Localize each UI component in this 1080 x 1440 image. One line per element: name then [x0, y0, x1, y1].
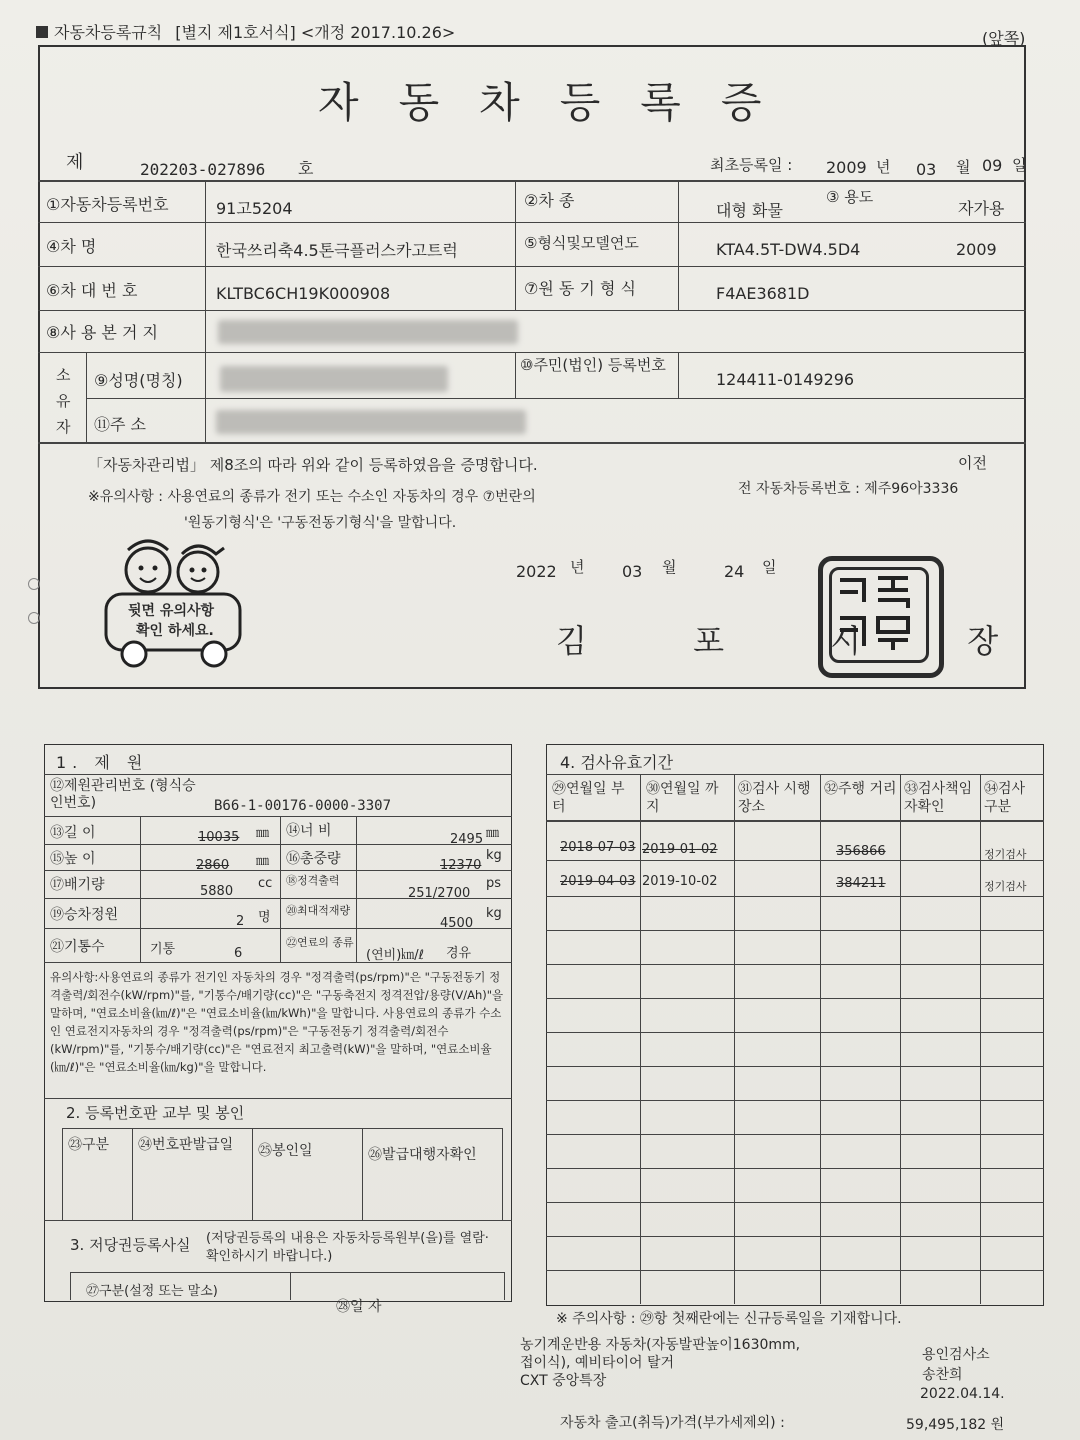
insp-head-1: ㉙연월일 부터 — [552, 781, 625, 815]
model-label: ⑤형식및모델연도 — [524, 234, 639, 252]
engine-label: ⑦원 동 기 형 식 — [524, 279, 636, 298]
width-unit: ㎜ — [486, 826, 500, 841]
grid-line — [86, 398, 1026, 399]
certificate-title: 자동차등록증 — [318, 78, 802, 127]
insp-head-4: ㉜주행 거리 — [824, 781, 897, 797]
grid-line — [86, 352, 87, 442]
grid-line — [546, 998, 1044, 999]
plates-col-2: ㉔번호판발급일 — [138, 1137, 234, 1153]
grid-line — [252, 1128, 253, 1220]
seats-value: 2 — [236, 914, 245, 929]
price-value: 59,495,182 원 — [906, 1417, 1005, 1433]
redacted-location — [218, 320, 518, 344]
grid-line — [640, 774, 641, 1304]
power-label: ⑱정격출력 — [286, 874, 340, 887]
type-value: 대형 화물 — [716, 201, 783, 220]
first-reg-month-unit: 월 — [956, 158, 971, 176]
gross-value: 12370 — [440, 858, 482, 873]
owner-name-label: ⑨성명(명칭) — [94, 371, 183, 390]
gross-label: ⑯총중량 — [286, 851, 341, 867]
issue-year: 2022 — [516, 562, 557, 581]
grid-line — [38, 310, 1026, 311]
spec-id-value: B66-1-00176-0000-3307 — [214, 798, 392, 814]
footer-line-2: 접이식), 예비타이어 탈거 — [520, 1355, 675, 1371]
price-label: 자동차 출고(취득)가격(부가세제외) : — [560, 1415, 785, 1431]
grid-line — [546, 1066, 1044, 1067]
width-label: ⑭너 비 — [286, 823, 332, 839]
use-label: ③ 용도 — [826, 188, 874, 206]
first-reg-label: 최초등록일 : — [710, 156, 793, 174]
punch-hole — [28, 612, 40, 624]
first-reg-day-unit: 일 — [1012, 156, 1027, 174]
transfer-label: 이전 — [958, 454, 987, 472]
footer-line-1: 농기계운반용 자동차(자동발판높이1630mm, — [520, 1337, 801, 1353]
issue-day: 24 — [724, 562, 745, 581]
fuel-label: ㉒연료의 종류 — [286, 936, 354, 949]
owner-id-label: ⑩주민(법인) 등록번호 — [520, 356, 666, 374]
footer-line-3: CXT 중앙특장 — [520, 1373, 607, 1389]
grid-line — [38, 266, 1026, 267]
fuel-eff-label: (연비)㎞/ℓ — [366, 948, 425, 963]
grid-line — [504, 1272, 505, 1300]
owner-id-value: 124411-0149296 — [716, 370, 855, 389]
insp-row1-to: 2019-01-02 — [642, 842, 718, 857]
footer-date: 2022.04.14. — [920, 1386, 1005, 1402]
doc-number: 202203-027896 — [140, 160, 266, 179]
insp-row1-type: 정기검사 — [984, 848, 1027, 861]
height-label: ⑮높 이 — [50, 851, 96, 867]
form-label: [별지 제1호서식] <개정 2017.10.26> — [175, 23, 456, 42]
grid-line — [546, 1032, 1044, 1033]
grid-line — [44, 962, 512, 963]
plates-title: 2. 등록번호판 교부 및 봉인 — [66, 1104, 245, 1122]
issue-month: 03 — [622, 562, 643, 581]
length-label: ⑬길 이 — [50, 825, 96, 841]
inspection-notice: ※ 주의사항 : ㉙항 첫째란에는 신규등록일을 기재합니다. — [556, 1311, 902, 1327]
redacted-owner-address — [216, 410, 526, 434]
grid-line — [70, 1272, 504, 1273]
grid-line — [546, 1100, 1044, 1101]
grid-line — [362, 1128, 363, 1220]
footer-signer: 송찬희 — [922, 1367, 963, 1383]
grid-line — [546, 896, 1044, 897]
seats-label: ⑲승차정원 — [50, 907, 119, 923]
power-unit: ps — [486, 876, 502, 891]
disp-unit: cc — [258, 876, 273, 891]
plates-col-3: ㉕봉인일 — [258, 1143, 313, 1159]
first-reg-month: 03 — [916, 160, 937, 179]
grid-line — [356, 816, 357, 962]
mascot-illustration — [98, 536, 248, 672]
grid-line — [546, 1168, 1044, 1169]
grid-line — [132, 1128, 133, 1220]
insp-head-6: ㉞검사 구분 — [984, 781, 1026, 815]
grid-line — [515, 180, 516, 310]
insp-row2-from: 2019-04-03 — [560, 874, 636, 889]
height-value: 2860 — [196, 858, 230, 873]
first-reg-day: 09 — [982, 156, 1003, 175]
seal-glyph-icon — [818, 556, 934, 668]
grid-line — [38, 442, 1026, 444]
grid-line — [140, 816, 141, 962]
side-label: (앞쪽) — [982, 29, 1026, 48]
grid-line — [70, 1272, 71, 1300]
mascot-text-1: 뒷면 유의사항 — [128, 603, 215, 619]
insp-row2-mileage: 384211 — [836, 876, 886, 891]
rule-label: 자동차등록규칙 — [54, 23, 163, 42]
grid-line — [44, 1220, 512, 1221]
issue-day-unit: 일 — [762, 558, 777, 576]
issuer-name: 김 포 시 장 — [556, 622, 1047, 660]
disp-value: 5880 — [200, 884, 234, 899]
issue-year-unit: 년 — [570, 558, 585, 576]
grid-line — [546, 1134, 1044, 1135]
model-value: KTA4.5T-DW4.5D4 — [716, 240, 861, 259]
height-unit: ㎜ — [256, 854, 270, 869]
type-label: ②차 종 — [524, 191, 575, 210]
load-value: 4500 — [440, 916, 474, 931]
first-reg-year-unit: 년 — [876, 158, 891, 176]
grid-line — [502, 1128, 503, 1220]
insp-row1-from: 2018-07-03 — [560, 840, 636, 855]
name-value: 한국쓰리축4.5톤극플러스카고트럭 — [216, 241, 458, 260]
mortgage-col-1: ㉗구분(설정 또는 말소) — [86, 1284, 218, 1299]
grid-line — [546, 820, 1044, 822]
first-reg-year: 2009 — [826, 158, 867, 177]
grid-line — [44, 774, 512, 775]
issue-month-unit: 월 — [662, 558, 677, 576]
form-header — [36, 20, 455, 43]
grid-line — [38, 352, 1026, 353]
disp-label: ⑰배기량 — [50, 877, 105, 893]
grid-line — [290, 1272, 291, 1300]
grid-line — [546, 774, 1044, 775]
owner-group-label: 소 유 자 — [56, 366, 71, 436]
insp-row1-mileage: 356866 — [836, 844, 886, 859]
mortgage-col-2: ㉘일 자 — [336, 1299, 382, 1315]
mortgage-title: 3. 저당권등록사실 — [70, 1236, 191, 1254]
notice-line-2: '원동기형식'은 '구동전동기형식'을 말합니다. — [184, 515, 457, 531]
punch-hole — [28, 578, 40, 590]
insp-row2-type: 정기검사 — [984, 880, 1027, 893]
insp-head-3: ㉛검사 시행장소 — [738, 781, 811, 815]
grid-line — [546, 1270, 1044, 1271]
inspection-frame — [546, 744, 1044, 1306]
grid-line — [546, 1202, 1044, 1203]
insp-head-2: ㉚연월일 까지 — [646, 781, 719, 815]
redacted-owner-name — [220, 366, 448, 392]
grid-line — [678, 180, 679, 310]
grid-line — [38, 222, 1026, 223]
inspection-title: 4. 검사유효기간 — [560, 753, 674, 772]
grid-line — [205, 180, 206, 442]
prev-reg-label: 전 자동차등록번호 : 제주96아3336 — [738, 481, 959, 497]
grid-line — [62, 1128, 502, 1129]
reg-no-value: 91고5204 — [216, 199, 293, 218]
plates-col-4: ㉖발급대행자확인 — [368, 1147, 477, 1163]
vin-value: KLTBC6CH19K000908 — [216, 284, 391, 303]
grid-line — [734, 774, 735, 1304]
engine-value: F4AE3681D — [716, 284, 810, 303]
power-value: 251/2700 — [408, 886, 471, 901]
grid-line — [515, 352, 516, 398]
grid-line — [546, 860, 1044, 861]
grid-line — [678, 352, 679, 398]
name-label: ④차 명 — [46, 237, 97, 256]
specs-note: 유의사항:사용연료의 종류가 전기인 자동차의 경우 "정격출력(ps/rpm)"은 "구동전동기 정격출력/회전수(kW/rpm)"를, "기통수/배기량(cc)"은 "구동축전지 정격전압/용량(V/Ah)"을 말하며, "연료소비율(㎞/ℓ)"은 "연료소비율(㎞/kWh)"을 말합니다. 사용연료의 종류가 수소인 연료전지자동차의 경우 "정격출력(ps/rpm)"은 "구동전동기 정격출력/회전수(kW/rpm)"를, "기통수/배기량(cc)"은 "연료전지 최고출력(kW)"을 말하며, "연료소비율(㎞/ℓ)"은 "연료소비율(㎞/kg)"을 말합니다. — [50, 970, 504, 1074]
grid-line — [44, 844, 512, 845]
grid-line — [980, 774, 981, 1304]
width-value: 2495 — [450, 832, 484, 847]
grid-line — [820, 774, 821, 1304]
grid-line — [280, 816, 281, 962]
owner-addr-label: ⑪주 소 — [94, 415, 146, 434]
mortgage-note: (저당권등록의 내용은 자동차등록원부(을)를 열람·확인하시기 바랍니다.) — [206, 1231, 489, 1264]
grid-line — [38, 180, 1026, 182]
doc-no-suffix: 호 — [298, 159, 314, 178]
grid-line — [546, 1236, 1044, 1237]
model-year: 2009 — [956, 240, 997, 259]
official-seal — [818, 556, 944, 678]
grid-line — [546, 964, 1044, 965]
specs-title: 1. 제 원 — [56, 753, 149, 772]
length-unit: ㎜ — [256, 826, 270, 841]
seats-unit: 명 — [258, 910, 271, 925]
fuel-value: 경유 — [446, 946, 472, 961]
insp-row2-to: 2019-10-02 — [642, 874, 718, 889]
grid-line — [44, 816, 512, 817]
vin-label: ⑥차 대 번 호 — [46, 281, 138, 300]
insp-head-5: ㉝검사책임 자확인 — [904, 781, 973, 815]
spec-id-label: ⑫제원관리번호 (형식승인번호) — [50, 778, 196, 811]
cyl-unit: 기통 — [150, 942, 176, 957]
grid-line — [44, 1098, 512, 1099]
footer-center: 용인검사소 — [922, 1347, 990, 1363]
grid-line — [546, 930, 1044, 931]
location-label: ⑧사 용 본 거 지 — [46, 323, 158, 342]
use-value: 자가용 — [958, 199, 1005, 218]
load-unit: kg — [486, 906, 502, 921]
grid-line — [900, 774, 901, 1304]
doc-no-prefix: 제 — [66, 152, 84, 173]
gross-unit: kg — [486, 848, 502, 863]
notice-line-1: ※유의사항 : 사용연료의 종류가 전기 또는 수소인 자동차의 경우 ⑦번란의 — [88, 489, 536, 505]
mascot-text-2: 확인 하세요. — [136, 623, 214, 639]
plates-col-1: ㉓구분 — [68, 1137, 110, 1153]
reg-no-label: ①자동차등록번호 — [46, 195, 169, 214]
length-value: 10035 — [198, 830, 240, 845]
load-label: ⑳최대적재량 — [286, 904, 351, 917]
grid-line — [62, 1128, 63, 1220]
cyl-label: ㉑기통수 — [50, 939, 105, 955]
cyl-value: 6 — [234, 946, 243, 961]
form-square-icon — [36, 26, 48, 38]
statement-text: 「자동차관리법」 제8조의 따라 위와 같이 등록하였음을 증명합니다. — [88, 456, 538, 474]
